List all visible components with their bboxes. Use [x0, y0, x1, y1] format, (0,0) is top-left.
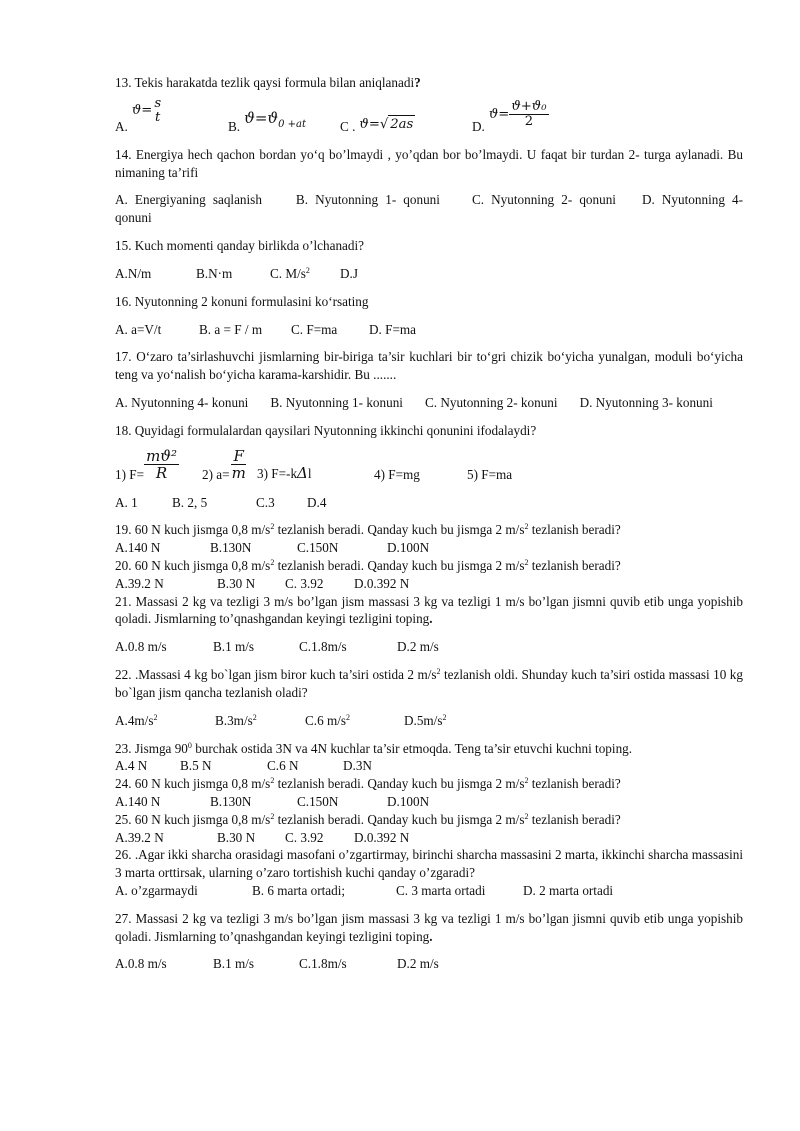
fraction — [230, 448, 248, 482]
option-a: A. 1 — [115, 494, 138, 510]
option-a: A.0.8 m/s — [115, 956, 167, 972]
question-18-options — [115, 494, 743, 512]
formula-label: 2) a= — [202, 466, 230, 482]
question-mark: ? — [414, 75, 421, 90]
superscript: 2 — [524, 776, 529, 786]
option-label: A. — [115, 119, 128, 134]
option-d: D.0.392 N — [354, 829, 410, 845]
option-d: D. F=ma — [369, 321, 416, 337]
formula-1 — [115, 446, 202, 484]
question-text: 21. Massasi 2 kg va tezligi 3 m/s bo’lgan jism massasi 3 kg va tezligi 1 m/s bo’lgan jismni quvib etib unga yopishib qoladi. Jismlarning to’qnashgandan keyingi tezligini toping — [115, 593, 743, 627]
question-26: 26. .Agar ikki sharcha orasidagi masofani o’zgartirmay, birinchi sharcha massasini 2 marta, ikkinchi sharcha massasini 3 marta orttirsak, ularning o’zaro tortishish kuchi qanday o’zgaradi? — [115, 847, 743, 881]
text-part: 22. .Massasi 4 kg bo`lgan jism biror kuch ta’siri ostida 2 m/s — [115, 667, 437, 683]
formula-b — [244, 108, 306, 132]
option-b: B. 2, 5 — [172, 494, 208, 510]
text-part: tezlanish beradi. Qanday kuch bu jismga 2 m/s — [274, 522, 525, 538]
option-label: C . — [340, 119, 356, 134]
question-25 — [115, 811, 743, 829]
formula-d — [489, 100, 549, 130]
question-13 — [115, 74, 743, 92]
option-a: A. a=V/t — [115, 321, 162, 337]
option-d: D.4 — [307, 494, 327, 510]
text-part: tezlanish beradi. Qanday kuch bu jismga 2 m/s — [274, 558, 525, 573]
option-b — [215, 712, 305, 730]
text-part: tezlanish beradi. Qanday kuch bu jismga 2 m/s — [274, 776, 525, 792]
question-13-options — [115, 94, 743, 136]
option-d: D.2 m/s — [397, 639, 439, 655]
formula-text: l — [307, 466, 312, 482]
formula-2 — [202, 446, 257, 484]
question-mark: . — [429, 611, 433, 627]
test-page — [115, 74, 743, 973]
question-22 — [115, 666, 743, 702]
option-d: D. 2 marta ortadi — [523, 883, 614, 898]
option-a: A. Energiyaning saqlanish — [115, 192, 262, 208]
numerator: ϑ+ϑ₀ — [511, 98, 547, 114]
option-b: B.N·m — [196, 265, 233, 281]
option-b: B.30 N — [217, 829, 256, 845]
option-b: B. Nyutonning 1- qonuni — [295, 192, 440, 208]
formula-label: 1) F= — [115, 466, 145, 482]
option-b: B. Nyutonning 1- konuni — [270, 394, 403, 410]
question-19-options — [115, 539, 743, 557]
option-d — [404, 712, 446, 730]
formula-c — [359, 115, 415, 134]
superscript: 2 — [270, 776, 275, 786]
question-21-options — [115, 638, 743, 656]
option-c: C.1.8m/s — [299, 956, 347, 972]
question-24-options — [115, 793, 743, 811]
question-18-formulas — [115, 440, 743, 484]
option-c: C. 3.92 — [285, 829, 324, 845]
formula-5: 5) F=ma — [467, 466, 513, 482]
option-c — [305, 712, 404, 730]
question-15: 15. Kuch momenti qanday birlikda o’lchanadi? — [115, 238, 365, 254]
option-b-text: B.3m/s — [215, 712, 253, 728]
option-c: C. Nyutonning 2- qonuni — [471, 192, 616, 208]
text-part: 24. 60 N kuch jismga 0,8 m/s — [115, 776, 271, 792]
delta-symbol: Δ — [297, 464, 308, 483]
superscript: 2 — [524, 811, 529, 821]
option-a: A.0.8 m/s — [115, 639, 167, 655]
numerator: s — [154, 95, 162, 111]
question-20-options — [115, 575, 743, 593]
formula-sub: 0 +at — [278, 119, 307, 131]
question-20 — [115, 557, 743, 575]
option-d: D.100N — [387, 793, 430, 809]
question-21 — [115, 593, 743, 629]
denominator: t — [155, 110, 161, 126]
option-c: C.150N — [297, 793, 339, 809]
option-b: B.1 m/s — [213, 639, 255, 655]
question-17-options — [115, 394, 743, 412]
option-a: A.4 N — [115, 758, 148, 774]
fraction — [509, 100, 548, 130]
option-d: D.0.392 N — [354, 575, 410, 591]
option-b: B.5 N — [180, 758, 212, 774]
option-d: D.3N — [343, 758, 372, 774]
question-16-options — [115, 321, 743, 339]
question-text: 13. Tekis harakatda tezlik qaysi formula bilan aniqlanadi — [115, 75, 415, 90]
superscript: 2 — [524, 558, 529, 567]
formula-a — [132, 97, 163, 126]
question-27-options — [115, 955, 743, 973]
option-d-text: D.5m/s — [404, 712, 443, 728]
option-d: D.J — [340, 265, 358, 281]
option-c: C.3 — [256, 494, 275, 510]
option-d: D.2 m/s — [397, 956, 439, 972]
superscript: 2 — [442, 712, 447, 722]
question-27 — [115, 910, 743, 946]
option-a: A.39.2 N — [115, 575, 164, 591]
option-c: C. 3 marta ortadi — [396, 883, 486, 898]
option-label: B. — [228, 119, 241, 134]
question-mark: . — [429, 928, 433, 944]
option-c: C. F=ma — [291, 321, 338, 337]
superscript: 2 — [252, 712, 257, 722]
text-part: 19. 60 N kuch jismga 0,8 m/s — [115, 522, 271, 538]
option-a — [115, 712, 215, 730]
question-24 — [115, 775, 743, 793]
text-part: tezlanish beradi? — [528, 558, 621, 573]
text-part: tezlanish oldi. Shunday kuch ta’siri ostida massasi 10 kg bo`lgan jism qancha tezlanish oladi? — [115, 667, 743, 700]
option-d — [472, 98, 549, 136]
formula-expr: ϑ=ϑ — [244, 109, 279, 128]
formula-lhs: ϑ= — [131, 103, 153, 119]
option-a — [115, 95, 228, 136]
option-c: C.150N — [297, 540, 339, 556]
option-b: B. 6 marta ortadi; — [252, 883, 346, 898]
question-26-options — [115, 882, 743, 900]
denominator: m — [231, 464, 246, 483]
text-part: burchak ostida 3N va 4N kuchlar ta’sir etmoqda. Teng ta’sir etuvchi kuchni toping. — [191, 740, 633, 756]
numerator: mϑ² — [146, 446, 178, 465]
option-b: B.1 m/s — [213, 956, 255, 972]
question-25-options — [115, 829, 743, 847]
fraction — [152, 97, 163, 126]
denominator: R — [155, 464, 168, 483]
option-c: C.1.8m/s — [299, 639, 347, 655]
option-a: A.140 N — [115, 540, 161, 556]
superscript: 2 — [436, 667, 441, 677]
option-a: A.39.2 N — [115, 829, 164, 845]
formula-lhs: ϑ= — [488, 106, 510, 122]
text-part: tezlanish beradi. Qanday kuch bu jismga 2 m/s — [274, 811, 525, 827]
question-16: 16. Nyutonning 2 konuni formulasini ko‘rsating — [115, 293, 369, 309]
option-a-text: A.4m/s — [115, 712, 154, 728]
superscript: 2 — [305, 265, 310, 275]
question-19 — [115, 521, 743, 539]
text-part: 20. 60 N kuch jismga 0,8 m/s — [115, 558, 271, 573]
question-17: 17. O‘zaro ta’sirlashuvchi jismlarning bir-biriga ta’sir kuchlari bir to‘gri chizik bo‘yicha yunalgan, moduli bo‘yicha teng va yo‘nalish bo‘yicha karama-karshidir. Bu ....... — [115, 349, 743, 383]
option-a: A. Nyutonning 4- konuni — [115, 394, 249, 410]
question-23-options — [115, 757, 743, 775]
option-c-text: C. M/s — [270, 265, 306, 281]
superscript: 0 — [187, 740, 192, 750]
option-d: D.100N — [387, 540, 430, 556]
option-c: C. Nyutonning 2- konuni — [424, 394, 558, 410]
formula-lhs: ϑ=√ — [359, 117, 389, 132]
question-14-options — [115, 191, 743, 227]
option-b: B. a = F / m — [199, 321, 263, 337]
question-22-options — [115, 712, 743, 730]
option-b: B.130N — [210, 793, 252, 809]
option-c — [270, 265, 340, 283]
question-14: 14. Energiya hech qachon bordan yo‘q bo’lmaydi , yo’qdan bor bo’lmaydi. U faqat bir turdan 2- turga aylanadi. Bu nimaning ta’rifi — [115, 146, 743, 180]
text-part: 23. Jismga 90 — [115, 740, 188, 756]
formula-3 — [257, 463, 374, 483]
question-text: 27. Massasi 2 kg va tezligi 3 m/s bo’lgan jism massasi 3 kg va tezligi 1 m/s bo’lgan jismni quvib etib unga yopishib qoladi. Jismlarning to’qnashgandan keyingi tezligini toping — [115, 910, 743, 944]
option-b: B.130N — [210, 540, 252, 556]
radicand: 2as — [390, 117, 414, 132]
option-c: C. 3.92 — [285, 575, 324, 591]
text-part: tezlanish beradi? — [528, 776, 621, 792]
option-a: A.140 N — [115, 793, 161, 809]
option-a: A. o’zgarmaydi — [115, 883, 198, 898]
option-c-text: C.6 m/s — [305, 712, 347, 728]
option-label: D. — [472, 119, 485, 134]
option-b: B.30 N — [217, 575, 256, 591]
superscript: 2 — [346, 712, 351, 722]
denominator: 2 — [524, 114, 534, 130]
superscript: 2 — [524, 522, 529, 532]
question-15-options — [115, 265, 743, 283]
superscript: 2 — [270, 558, 275, 567]
fraction — [144, 448, 179, 482]
option-a: A.N/m — [115, 265, 152, 281]
question-18: 18. Quyidagi formulalardan qaysilari Nyutonning ikkinchi qonunini ifodalaydi? — [115, 422, 537, 438]
text-part: 25. 60 N kuch jismga 0,8 m/s — [115, 811, 271, 827]
formula-text: 3) F=-k — [257, 466, 298, 482]
option-d: D. Nyutonning 3- konuni — [579, 394, 713, 410]
option-d: D. Nyutonning 4- qonuni — [115, 192, 744, 226]
option-c: C.6 N — [267, 758, 299, 774]
text-part: tezlanish beradi? — [528, 522, 621, 538]
question-23 — [115, 740, 743, 758]
formula-4: 4) F=mg — [374, 466, 420, 482]
superscript: 2 — [270, 522, 275, 532]
numerator: F — [233, 446, 244, 465]
option-b — [228, 109, 340, 136]
option-c — [340, 117, 472, 136]
superscript: 2 — [153, 712, 158, 722]
text-part: tezlanish beradi? — [528, 811, 621, 827]
superscript: 2 — [270, 811, 275, 821]
